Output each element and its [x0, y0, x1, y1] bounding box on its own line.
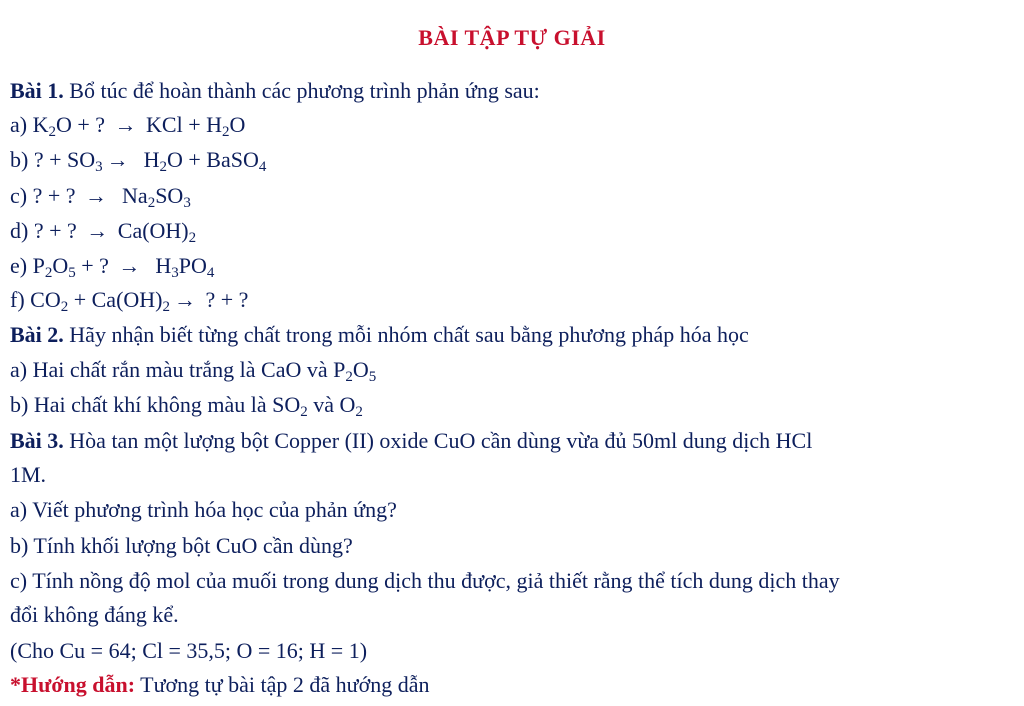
- exercise-3-text: Hòa tan một lượng bột Copper (II) oxide CuO cần dùng vừa đủ 50ml dung dịch HCl: [63, 428, 813, 453]
- guide-label: *Hướng dẫn:: [10, 672, 136, 697]
- exercise-3-item-b: b) Tính khối lượng bột CuO cần dùng?: [10, 533, 353, 558]
- arrow-icon: →: [174, 287, 196, 312]
- guide-note: [10, 671, 430, 699]
- equation-d: d) ? + ? → $Ca(OH)_2$: [10, 218, 197, 246]
- exercise-2-item-b: b) Hai chất khí không màu là $SO_2$ và $O_2$: [10, 392, 363, 420]
- page-title: BÀI TẬP TỰ GIẢI: [418, 25, 606, 50]
- exercise-3-item-c: c) Tính nồng độ mol của muối trong dung dịch thu được, giả thiết rằng thể tích dung dịch thay: [10, 568, 840, 593]
- equation-c: c) ? + ? → $Na_2SO_3$: [10, 183, 191, 211]
- exercise-1-label: Bài 1.: [10, 78, 64, 103]
- exercise-3-item-a: a) Viết phương trình hóa học của phản ứng?: [10, 497, 397, 522]
- arrow-icon: →: [85, 183, 108, 208]
- exercise-3-heading: [10, 427, 812, 455]
- exercise-3-text-cont: 1M.: [10, 462, 47, 487]
- exercise-2-item-a: a) Hai chất rắn màu trắng là CaO và $P_2O_5$: [10, 357, 377, 385]
- equation-a: a) $K_2O$ + ? → KCl + $H_2O$: [10, 112, 246, 140]
- equation-f: f) $CO_2 + Ca(OH)_2$ → ? + ?: [10, 287, 249, 315]
- given-atomic-masses: (Cho Cu = 64; Cl = 35,5; O = 16; H = 1): [10, 638, 368, 663]
- arrow-icon: →: [114, 112, 137, 137]
- arrow-icon: →: [118, 253, 141, 278]
- exercise-2-text: Hãy nhận biết từng chất trong mỗi nhóm chất sau bằng phương pháp hóa học: [63, 322, 749, 347]
- arrow-icon: →: [106, 147, 129, 172]
- equation-e: e) $P_2O_5$ + ? → $H_3PO_4$: [10, 253, 215, 281]
- guide-text: Tương tự bài tập 2 đã hướng dẫn: [135, 672, 430, 697]
- exercise-1-text: Bổ túc để hoàn thành các phương trình phản ứng sau:: [63, 78, 540, 103]
- equation-b: b) ? + $SO_3 \to H_2O$ + BaSO$_4$: [10, 147, 267, 175]
- arrow-icon: →: [86, 218, 109, 243]
- exercise-2-label: Bài 2.: [10, 322, 64, 347]
- exercise-1-heading: [10, 77, 540, 105]
- exercise-2-heading: [10, 321, 749, 349]
- exercise-3-item-c-cont: đổi không đáng kể.: [10, 602, 179, 627]
- exercise-3-label: Bài 3.: [10, 428, 64, 453]
